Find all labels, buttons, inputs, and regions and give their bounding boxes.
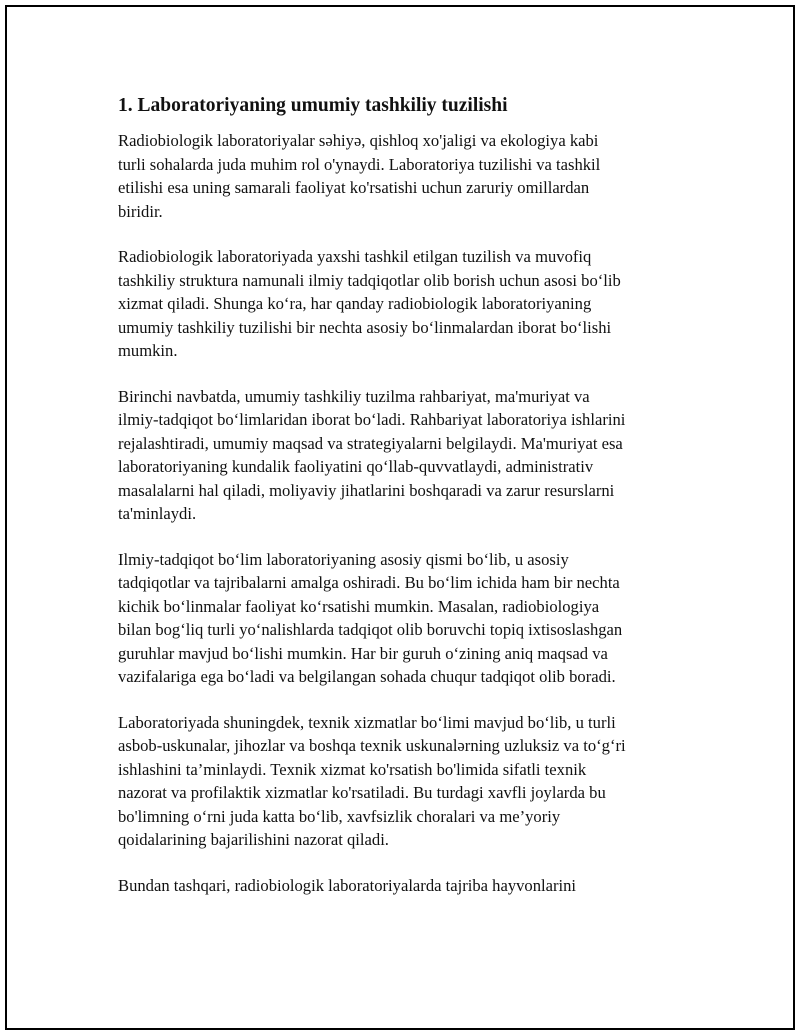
text-line: biridir. xyxy=(118,201,163,221)
text-line: Birinchi navbatda, umumiy tashkiliy tuzilma rahbariyat, ma'muriyat va xyxy=(118,386,590,406)
text-line: turli sohalarda juda muhim rol o'ynaydi. Laboratoriya tuzilishi va tashkil xyxy=(118,154,601,174)
text-line: ishlashini ta’minlaydi. Texnik xizmat ko'rsatish bo'limida sifatli texnik xyxy=(118,759,587,779)
text-line: rejalashtiradi, umumiy maqsad va strategiyalarni belgilaydi. Ma'muriyat esa xyxy=(118,433,623,453)
text-line: bilan bog‘liq turli yo‘nalishlarda tadqiqot olib boruvchi topiq ixtisoslashgan xyxy=(118,620,623,639)
text-line: Ilmiy-tadqiqot bo‘lim laboratoriyaning asosiy qismi bo‘lib, u asosiy xyxy=(118,549,569,569)
text-line: qoidalarining bajarilishini nazorat qiladi. xyxy=(118,830,389,849)
text-line: laboratoriyaning kundalik faoliyatini qo‘llab-quvvatlaydi, administrativ xyxy=(118,457,594,476)
text-line: Radiobiologik laboratoriyalar səhiyə, qishloq xo'jaligi va ekologiya kabi xyxy=(118,131,599,150)
text-line: vazifalariga ega bo‘ladi va belgilangan sohada chuqur tadqiqot olib boradi. xyxy=(118,667,616,686)
text-line: masalalarni hal qiladi, moliyaviy jihatlarini boshqaradi va zarur resurslarni xyxy=(118,480,615,500)
text-line: tashkiliy struktura namunali ilmiy tadqiqotlar olib borish uchun asosi bo‘lib xyxy=(118,270,621,290)
text-line: tadqiqotlar va tajribalarni amalga oshiradi. Bu bo‘lim ichida ham bir nechta xyxy=(118,573,620,592)
text-line: nazorat va profilaktik xizmatlar ko'rsatiladi. Bu turdagi xavfli joylarda bu xyxy=(118,783,606,802)
text-line: ilmiy-tadqiqot bo‘limlaridan iborat bo‘ladi. Rahbariyat laboratoriya ishlarini xyxy=(118,410,626,429)
text-line: xizmat qiladi. Shunga ko‘ra, har qanday radiobiologik laboratoriyaning xyxy=(118,294,592,313)
text-line: bo'limning o‘rni juda katta bo‘lib, xavfsizlik choralari va me’yoriy xyxy=(118,806,561,826)
text-line: Laboratoriyada shuningdek, texnik xizmatlar bo‘limi mavjud bo‘lib, u turli xyxy=(118,712,616,732)
text-line: ta'minlaydi. xyxy=(118,504,197,523)
paragraph-6 xyxy=(118,874,698,898)
text-line: Bundan tashqari, radiobiologik laboratoriyalarda tajriba hayvonlarini xyxy=(118,875,577,895)
text-line: umumiy tashkiliy tuzilishi bir nechta asosiy bo‘linmalardan iborat bo‘lishi xyxy=(118,317,612,337)
paragraph-1 xyxy=(118,129,698,223)
text-line: kichik bo‘linmalar faoliyat ko‘rsatishi mumkin. Masalan, radiobiologiya xyxy=(118,596,600,616)
document-body xyxy=(118,92,698,919)
text-line: Radiobiologik laboratoriyada yaxshi tashkil etilgan tuzilish va muvofiq xyxy=(118,247,592,266)
text-line: asbob-uskunalar, jihozlar va boshqa texnik uskunalərning uzluksiz va to‘g‘ri xyxy=(118,736,626,755)
section-heading: 1. Laboratoriyaning umumiy tashkiliy tuzilishi xyxy=(118,95,508,116)
paragraph-5 xyxy=(118,711,698,852)
paragraph-4 xyxy=(118,548,698,689)
paragraph-2 xyxy=(118,245,698,363)
text-line: mumkin. xyxy=(118,341,178,360)
text-line: guruhlar mavjud bo‘lishi mumkin. Har bir guruh o‘zining aniq maqsad va xyxy=(118,643,608,663)
paragraph-3 xyxy=(118,385,698,526)
text-line: etilishi esa uning samarali faoliyat ko'rsatishi uchun zaruriy omillardan xyxy=(118,178,590,197)
